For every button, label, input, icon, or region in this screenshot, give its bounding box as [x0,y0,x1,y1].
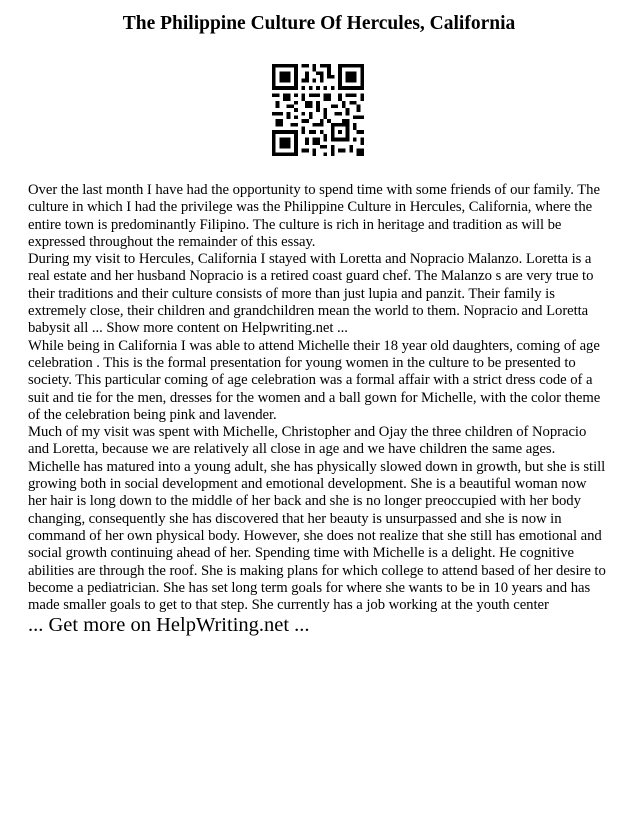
page-title: The Philippine Culture Of Hercules, California [122,13,516,34]
essay-paragraph: Over the last month I have had the opportunity to spend time with some friends of our family. The culture in which I had the privilege was the Philippine Culture in Hercules, California, where the entire town is predominantly Filipino. The culture is rich in heritage and tradition as will be expressed throughout the remainder of this essay. [28,182,600,250]
essay-paragraph: During my visit to Hercules, California I stayed with Loretta and Nopracio Malanzo. Loretta is a real estate and her husband Nopracio is a retired coast guard chef. The Malanzo s are very true to their traditions and their culture consists of more than just lupia and panzit. Their family is extremely close, their children and grandchildren mean the world to them. Nopracio and Loretta babysit all ... Show more content on Helpwriting.net ... [28,251,594,337]
qr-code-icon [272,64,364,156]
essay-paragraph: While being in California I was able to attend Michelle their 18 year old daughters, coming of age celebration . This is the formal presentation for young women in the culture to be presented to society. This particular coming of age celebration was a formal affair with a strict dress code of a suit and tie for the men, dresses for the women and a ball gown for Michelle, with the color theme of the celebration being pink and lavender. [28,337,601,423]
essay-paragraph: Much of my visit was spent with Michelle, Christopher and Ojay the three children of Nopracio and Loretta, because we are relatively all close in age and we have children the same ages. Michelle has matured into a young adult, she has physically slowed down in growth, but she is still growing both in social development and emotional development. She is a beautiful woman now her hair is long down to the middle of her back and she is no longer preoccupied with her body changing, consequently she has discovered that her beauty is unsurpassed and she is now in command of her own physical body. However, she does not realize that she still has emotional and social growth continuing ahead of her. Spending time with Michelle is a delight. He cognitive abilities are through the roof. She is making plans for which college to attend based of her desire to become a pediatrician. She has set long term goals for where she wants to be in 10 years and has made smaller goals to get to that step. She currently has a job working at the youth center [28,424,606,614]
get-more-link[interactable]: ... Get more on HelpWriting.net ... [28,614,310,636]
essay-body [28,182,608,614]
